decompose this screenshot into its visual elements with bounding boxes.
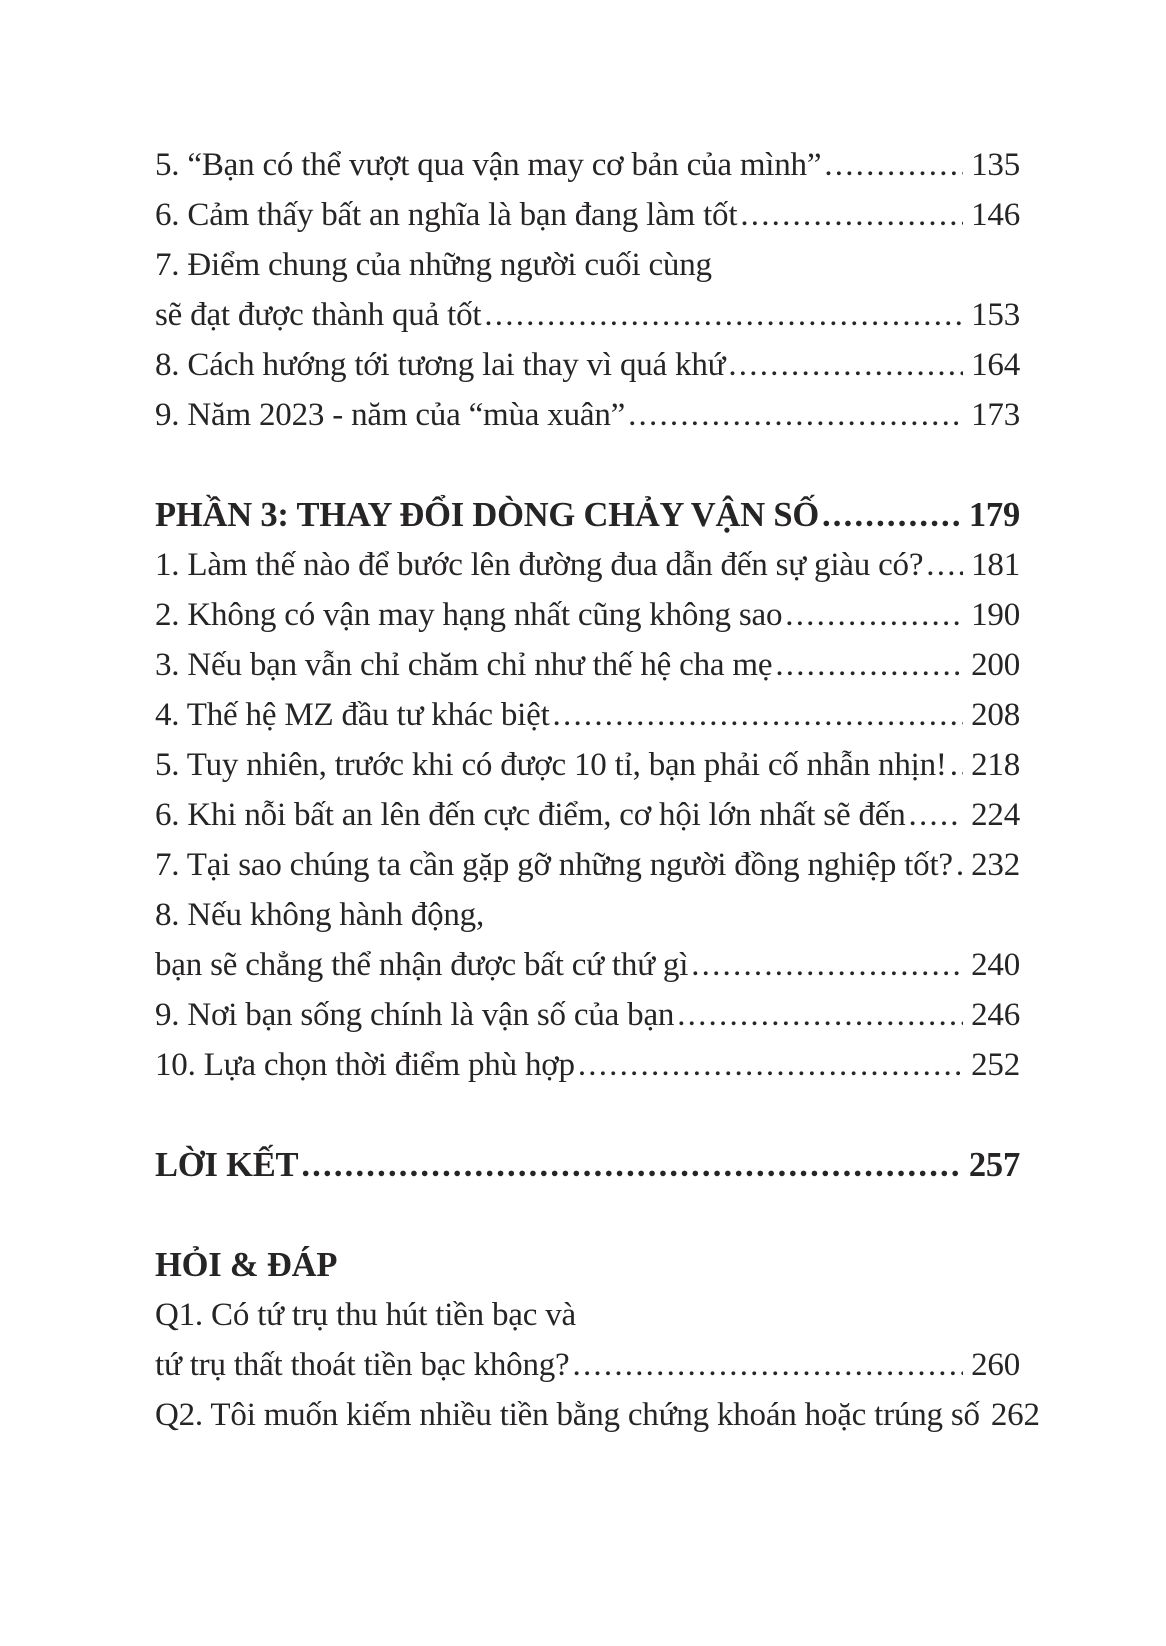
toc-entry-page: 218 [971, 747, 1020, 783]
toc-row [155, 190, 1020, 240]
toc-entry-page: 173 [971, 397, 1020, 433]
dot-leader [950, 740, 963, 790]
toc-entry-page: 135 [971, 147, 1020, 183]
toc-section-heading [155, 490, 1020, 540]
toc-row [155, 240, 1020, 290]
toc-row [155, 890, 1020, 940]
toc-entry-page: 262 [990, 1397, 1040, 1433]
toc-section-heading [155, 1140, 1020, 1190]
toc-entry-page: 179 [968, 496, 1020, 534]
toc-entry-label: 6. Khi nỗi bất an lên đến cực điểm, cơ hội lớn nhất sẽ đến [155, 797, 906, 833]
toc-entry-label: 5. Tuy nhiên, trước khi có được 10 tỉ, bạn phải cố nhẫn nhịn! [155, 747, 947, 783]
dot-leader [301, 1140, 960, 1190]
toc-entry-label: 9. Năm 2023 - năm của “mùa xuân” [155, 397, 626, 433]
dot-leader [926, 540, 963, 590]
dot-leader [822, 490, 961, 540]
toc-entry-page: 146 [971, 197, 1020, 233]
toc-entry-page: 257 [968, 1146, 1020, 1184]
dot-leader [956, 840, 963, 890]
toc-entry-label: 4. Thế hệ MZ đầu tư khác biệt [155, 697, 550, 733]
toc-row [155, 1340, 1020, 1390]
toc-row [155, 990, 1020, 1040]
toc-entry-label: Q1. Có tứ trụ thu hút tiền bạc và [155, 1297, 576, 1333]
toc-entry-page: 252 [971, 1047, 1020, 1083]
toc-entry-label: bạn sẽ chẳng thể nhận được bất cứ thứ gì [155, 947, 689, 983]
dot-leader [728, 340, 963, 390]
toc-entry-label: 10. Lựa chọn thời điểm phù hợp [155, 1047, 575, 1083]
dot-leader [785, 590, 963, 640]
toc-row [155, 1290, 1020, 1340]
dot-leader [691, 940, 963, 990]
toc-entry-page: 200 [971, 647, 1020, 683]
toc-entry-page: 246 [971, 997, 1020, 1033]
toc-entry-label: PHẦN 3: THAY ĐỔI DÒNG CHẢY VẬN SỐ [155, 496, 819, 534]
toc-entry-label: 5. “Bạn có thể vượt qua vận may cơ bản của mình” [155, 147, 822, 183]
toc-entry-label: 9. Nơi bạn sống chính là vận số của bạn [155, 997, 675, 1033]
toc-entry-label: 1. Làm thế nào để bước lên đường đua dẫn đến sự giàu có? [155, 547, 924, 583]
toc-row [155, 340, 1020, 390]
toc-entry-page: 260 [971, 1347, 1020, 1383]
dot-leader [553, 690, 964, 740]
toc-entry-page: 153 [971, 297, 1020, 333]
toc-row [155, 290, 1020, 340]
toc-entry-label: Q2. Tôi muốn kiếm nhiều tiền bằng chứng khoán hoặc trúng số [155, 1397, 980, 1433]
toc-entry-label: HỎI & ĐÁP [155, 1246, 338, 1284]
toc-entry-label: 7. Điểm chung của những người cuối cùng [155, 247, 712, 283]
toc-entry-page: 240 [971, 947, 1020, 983]
toc-entry-label: tứ trụ thất thoát tiền bạc không? [155, 1347, 570, 1383]
dot-leader [628, 390, 963, 440]
toc-entry-label: 6. Cảm thấy bất an nghĩa là bạn đang làm tốt [155, 197, 738, 233]
toc-row [155, 1390, 1040, 1440]
toc-entry-page: 164 [971, 347, 1020, 383]
toc-row [155, 690, 1020, 740]
table-of-contents [155, 140, 1040, 1440]
dot-leader [775, 640, 963, 690]
dot-leader [909, 790, 964, 840]
toc-spacer [155, 1090, 1020, 1140]
toc-row [155, 740, 1020, 790]
toc-entry-label: 3. Nếu bạn vẫn chỉ chăm chỉ như thế hệ cha mẹ [155, 647, 773, 683]
toc-entry-label: 2. Không có vận may hạng nhất cũng không sao [155, 597, 783, 633]
toc-row [155, 790, 1020, 840]
toc-entry-page: 181 [971, 547, 1020, 583]
toc-entry-label: LỜI KẾT [155, 1146, 299, 1184]
toc-row [155, 140, 1020, 190]
toc-entry-label: 8. Cách hướng tới tương lai thay vì quá khứ [155, 347, 726, 383]
toc-entry-label: 8. Nếu không hành động, [155, 897, 485, 933]
toc-entry-page: 224 [971, 797, 1020, 833]
toc-row [155, 540, 1020, 590]
toc-row [155, 940, 1020, 990]
dot-leader [824, 140, 963, 190]
toc-row [155, 590, 1020, 640]
toc-row [155, 840, 1020, 890]
toc-spacer [155, 1190, 1020, 1240]
dot-leader [573, 1340, 964, 1390]
toc-entry-page: 208 [971, 697, 1020, 733]
toc-section-heading [155, 1240, 1020, 1290]
dot-leader [484, 290, 963, 340]
toc-row [155, 390, 1020, 440]
toc-entry-page: 232 [971, 847, 1020, 883]
dot-leader [578, 1040, 963, 1090]
toc-entry-page: 190 [971, 597, 1020, 633]
toc-entry-label: sẽ đạt được thành quả tốt [155, 297, 482, 333]
toc-entry-label: 7. Tại sao chúng ta cần gặp gỡ những người đồng nghiệp tốt? [155, 847, 953, 883]
toc-row [155, 640, 1020, 690]
dot-leader [677, 990, 963, 1040]
toc-spacer [155, 440, 1020, 490]
toc-row [155, 1040, 1020, 1090]
dot-leader [740, 190, 963, 240]
